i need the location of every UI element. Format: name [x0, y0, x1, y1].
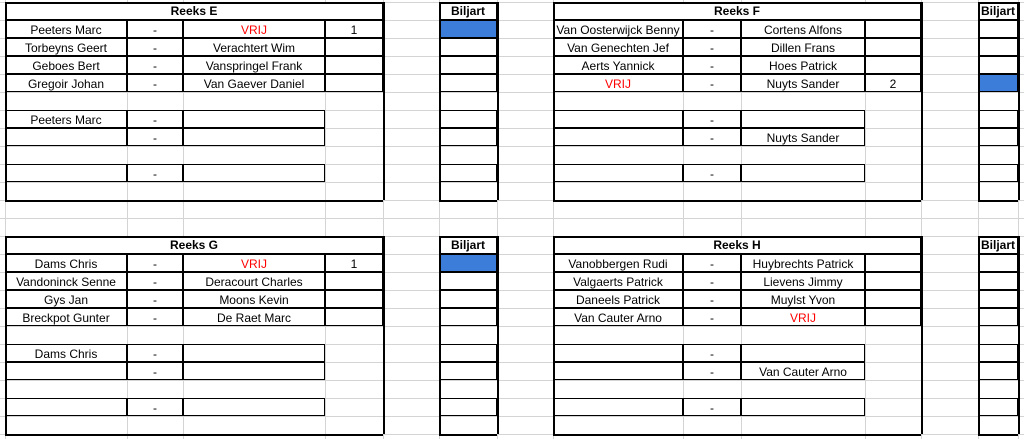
panel-h-lower-a[interactable]: [553, 362, 683, 380]
panel-h-dash: -: [683, 308, 741, 326]
panel-g-border: [5, 236, 7, 434]
panel-f-border: [978, 200, 1018, 202]
panel-g-dash: -: [127, 254, 183, 272]
panel-h-player-b[interactable]: Huybrechts Patrick: [741, 254, 865, 272]
panel-f-dash: -: [683, 74, 741, 92]
panel-h-biljart-cell[interactable]: [978, 308, 1018, 326]
panel-h-lower-a[interactable]: [553, 398, 683, 416]
panel-g-lower-b[interactable]: [183, 362, 325, 380]
panel-e-border: [439, 200, 497, 202]
panel-g-number[interactable]: [325, 290, 383, 308]
panel-f-lower-a[interactable]: [553, 128, 683, 146]
panel-e-lower-biljart[interactable]: [439, 110, 497, 128]
panel-g-lower-dash: -: [127, 344, 183, 362]
panel-f-player-b[interactable]: Hoes Patrick: [741, 56, 865, 74]
panel-f-biljart-cell[interactable]: [978, 20, 1018, 38]
panel-g-number[interactable]: [325, 272, 383, 290]
panel-h-player-b[interactable]: Lievens Jimmy: [741, 272, 865, 290]
panel-f-lower-biljart[interactable]: [978, 110, 1018, 128]
panel-g-lower-b[interactable]: [183, 344, 325, 362]
panel-g-player-b[interactable]: Deracourt Charles: [183, 272, 325, 290]
panel-h-player-a[interactable]: Valgaerts Patrick: [553, 272, 683, 290]
panel-h-player-a[interactable]: Van Cauter Arno: [553, 308, 683, 326]
panel-f-dash: -: [683, 38, 741, 56]
gridline: [0, 146, 1024, 147]
panel-f-number[interactable]: [865, 20, 921, 38]
panel-e-dash: -: [127, 74, 183, 92]
panel-e-lower-biljart[interactable]: [439, 164, 497, 182]
panel-h-number[interactable]: [865, 290, 921, 308]
panel-e-lower-a[interactable]: [5, 128, 127, 146]
gridline: [0, 380, 1024, 381]
panel-h-player-b[interactable]: VRIJ: [741, 308, 865, 326]
panel-h-lower-b[interactable]: [741, 398, 865, 416]
panel-e-number[interactable]: [325, 74, 383, 92]
panel-h-number[interactable]: [865, 254, 921, 272]
panel-f-player-a[interactable]: Aerts Yannick: [553, 56, 683, 74]
panel-h-border: [978, 236, 980, 434]
panel-g-lower-a[interactable]: [5, 398, 127, 416]
panel-h-lower-a[interactable]: [553, 344, 683, 362]
gridline: [0, 416, 1024, 417]
panel-f-border: [921, 2, 923, 200]
panel-e-border: [5, 200, 383, 202]
panel-f-dash: -: [683, 20, 741, 38]
panel-h-dash: -: [683, 254, 741, 272]
panel-g-border: [439, 236, 441, 434]
panel-h-border: [553, 236, 555, 434]
panel-e-lower-biljart[interactable]: [439, 128, 497, 146]
panel-f-border: [978, 2, 1018, 4]
panel-g-border: [5, 434, 383, 436]
panel-e-dash: -: [127, 56, 183, 74]
panel-g-biljart-cell[interactable]: [439, 272, 497, 290]
gridline: [0, 326, 1024, 327]
panel-f-lower-dash: -: [683, 110, 741, 128]
panel-g-player-b[interactable]: Moons Kevin: [183, 290, 325, 308]
panel-h-biljart-cell[interactable]: [978, 254, 1018, 272]
panel-f-player-b[interactable]: Nuyts Sander: [741, 74, 865, 92]
gridline: [0, 182, 1024, 183]
panel-e-biljart-cell[interactable]: [439, 74, 497, 92]
panel-g-lower-biljart[interactable]: [439, 398, 497, 416]
panel-e-border: [5, 2, 7, 200]
panel-e-lower-dash: -: [127, 164, 183, 182]
panel-h-biljart-cell[interactable]: [978, 272, 1018, 290]
panel-f-lower-b[interactable]: [741, 110, 865, 128]
panel-h-lower-biljart[interactable]: [978, 344, 1018, 362]
panel-e-number[interactable]: 1: [325, 20, 383, 38]
panel-f-border: [553, 200, 921, 202]
panel-h-border: [978, 236, 1018, 238]
gridline: [0, 92, 1024, 93]
panel-f-number[interactable]: [865, 38, 921, 56]
panel-g-biljart-cell[interactable]: [439, 290, 497, 308]
panel-g-player-a[interactable]: Vandoninck Senne: [5, 272, 127, 290]
panel-e-border: [383, 2, 385, 200]
panel-e-player-a[interactable]: Torbeyns Geert: [5, 38, 127, 56]
panel-e-player-a[interactable]: Peeters Marc: [5, 20, 127, 38]
panel-g-player-a[interactable]: Gys Jan: [5, 290, 127, 308]
panel-e-player-b[interactable]: Verachtert Wim: [183, 38, 325, 56]
panel-e-biljart-cell[interactable]: [439, 38, 497, 56]
panel-h-player-a[interactable]: Daneels Patrick: [553, 290, 683, 308]
panel-h-lower-biljart[interactable]: [978, 362, 1018, 380]
panel-g-player-a[interactable]: Breckpot Gunter: [5, 308, 127, 326]
panel-h-border: [921, 236, 923, 434]
panel-e-player-a[interactable]: Geboes Bert: [5, 56, 127, 74]
panel-f-dash: -: [683, 56, 741, 74]
panel-h-dash: -: [683, 290, 741, 308]
panel-f-biljart-header: Biljart: [978, 2, 1018, 20]
panel-f-lower-a[interactable]: [553, 164, 683, 182]
panel-g-number[interactable]: [325, 308, 383, 326]
panel-g-dash: -: [127, 308, 183, 326]
panel-g-lower-biljart[interactable]: [439, 344, 497, 362]
panel-f-player-a[interactable]: VRIJ: [553, 74, 683, 92]
panel-e-lower-b[interactable]: [183, 164, 325, 182]
panel-f-player-b[interactable]: Cortens Alfons: [741, 20, 865, 38]
panel-f-lower-b[interactable]: [741, 164, 865, 182]
panel-e-border: [497, 2, 499, 200]
panel-e-lower-dash: -: [127, 110, 183, 128]
panel-g-player-b[interactable]: VRIJ: [183, 254, 325, 272]
panel-e-player-a[interactable]: Gregoir Johan: [5, 74, 127, 92]
panel-g-dash: -: [127, 290, 183, 308]
panel-g-player-a[interactable]: Dams Chris: [5, 254, 127, 272]
panel-h-player-a[interactable]: Vanobbergen Rudi: [553, 254, 683, 272]
panel-f-biljart-cell[interactable]: [978, 38, 1018, 56]
panel-f-player-a[interactable]: Van Oosterwijck Benny: [553, 20, 683, 38]
panel-g-border: [439, 236, 497, 238]
panel-h-lower-b[interactable]: Van Cauter Arno: [741, 362, 865, 380]
panel-h-lower-dash: -: [683, 344, 741, 362]
panel-g-lower-a[interactable]: Dams Chris: [5, 344, 127, 362]
panel-f-number[interactable]: 2: [865, 74, 921, 92]
panel-g-border: [383, 236, 385, 434]
panel-f-title: Reeks F: [553, 2, 921, 20]
panel-h-title: Reeks H: [553, 236, 921, 254]
panel-e-player-b[interactable]: VRIJ: [183, 20, 325, 38]
panel-f-lower-dash: -: [683, 128, 741, 146]
panel-f-border: [553, 2, 555, 200]
panel-f-lower-biljart[interactable]: [978, 164, 1018, 182]
panel-h-biljart-cell[interactable]: [978, 290, 1018, 308]
panel-g-dash: -: [127, 272, 183, 290]
panel-g-player-b[interactable]: De Raet Marc: [183, 308, 325, 326]
panel-g-biljart-header: Biljart: [439, 236, 497, 254]
panel-h-dash: -: [683, 272, 741, 290]
panel-h-border: [978, 434, 1018, 436]
panel-f-border: [553, 2, 921, 4]
panel-g-title: Reeks G: [5, 236, 383, 254]
panel-e-border: [5, 2, 383, 4]
panel-g-biljart-cell[interactable]: [439, 308, 497, 326]
panel-e-biljart-cell[interactable]: [439, 20, 497, 38]
panel-g-lower-b[interactable]: [183, 398, 325, 416]
panel-e-player-b[interactable]: Vanspringel Frank: [183, 56, 325, 74]
panel-h-lower-dash: -: [683, 398, 741, 416]
panel-f-lower-dash: -: [683, 164, 741, 182]
panel-e-number[interactable]: [325, 56, 383, 74]
panel-f-lower-a[interactable]: [553, 110, 683, 128]
panel-h-lower-biljart[interactable]: [978, 398, 1018, 416]
panel-h-border: [1018, 236, 1020, 434]
panel-e-number[interactable]: [325, 38, 383, 56]
panel-f-border: [1018, 2, 1020, 200]
panel-e-lower-b[interactable]: [183, 128, 325, 146]
panel-g-lower-biljart[interactable]: [439, 362, 497, 380]
panel-e-biljart-header: Biljart: [439, 2, 497, 20]
panel-e-border: [439, 2, 497, 4]
panel-e-title: Reeks E: [5, 2, 383, 20]
panel-g-lower-dash: -: [127, 362, 183, 380]
panel-f-player-b[interactable]: Dillen Frans: [741, 38, 865, 56]
panel-g-border: [439, 434, 497, 436]
panel-g-biljart-cell[interactable]: [439, 254, 497, 272]
panel-h-border: [553, 236, 921, 238]
panel-f-lower-b[interactable]: Nuyts Sander: [741, 128, 865, 146]
panel-h-player-b[interactable]: Muylst Yvon: [741, 290, 865, 308]
panel-e-player-b[interactable]: Van Gaever Daniel: [183, 74, 325, 92]
panel-e-biljart-cell[interactable]: [439, 56, 497, 74]
panel-h-lower-b[interactable]: [741, 344, 865, 362]
panel-e-lower-a[interactable]: [5, 164, 127, 182]
panel-g-lower-a[interactable]: [5, 362, 127, 380]
panel-h-number[interactable]: [865, 308, 921, 326]
panel-f-player-a[interactable]: Van Genechten Jef: [553, 38, 683, 56]
panel-f-number[interactable]: [865, 56, 921, 74]
gridline: [0, 218, 1024, 219]
panel-f-biljart-cell[interactable]: [978, 56, 1018, 74]
panel-h-biljart-header: Biljart: [978, 236, 1018, 254]
panel-f-biljart-cell[interactable]: [978, 74, 1018, 92]
panel-e-border: [439, 2, 441, 200]
panel-g-border: [5, 236, 383, 238]
panel-e-dash: -: [127, 38, 183, 56]
panel-e-lower-a[interactable]: Peeters Marc: [5, 110, 127, 128]
panel-h-number[interactable]: [865, 272, 921, 290]
panel-h-lower-dash: -: [683, 362, 741, 380]
panel-e-dash: -: [127, 20, 183, 38]
panel-g-lower-dash: -: [127, 398, 183, 416]
panel-e-lower-b[interactable]: [183, 110, 325, 128]
panel-e-lower-dash: -: [127, 128, 183, 146]
panel-g-border: [497, 236, 499, 434]
panel-f-lower-biljart[interactable]: [978, 128, 1018, 146]
panel-h-border: [553, 434, 921, 436]
panel-f-border: [978, 2, 980, 200]
panel-g-number[interactable]: 1: [325, 254, 383, 272]
